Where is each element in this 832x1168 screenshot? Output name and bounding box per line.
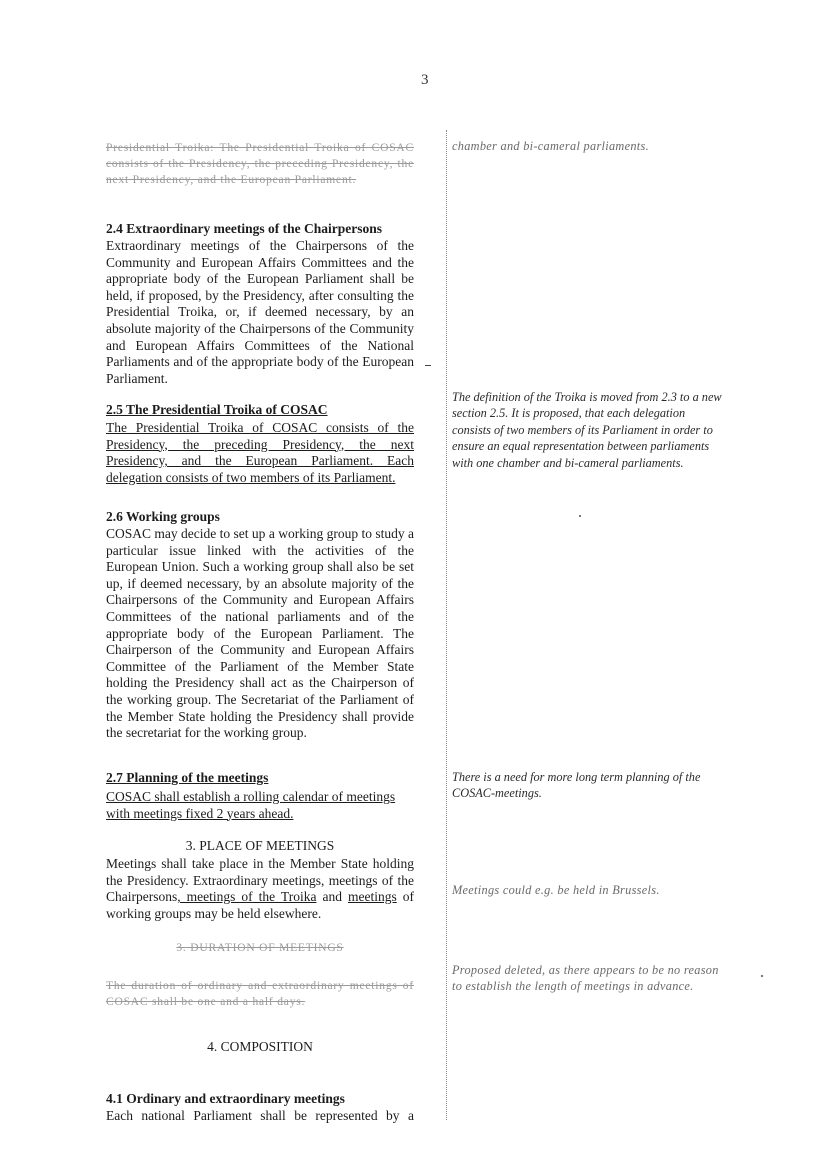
section-4-1-heading: 4.1 Ordinary and extraordinary meetings	[106, 1091, 345, 1106]
note-troika-moved: The definition of the Troika is moved from 2.3 to a new section 2.5. It is proposed, that each delegation consists of two members of its Parliament in order to ensure an equal representation between parliaments with one chamber and bi-cameral parliaments.	[452, 390, 722, 470]
section-3-place-heading: 3. PLACE OF MEETINGS	[185, 838, 335, 853]
section-4-heading: 4. COMPOSITION	[207, 1039, 313, 1054]
speck	[761, 975, 763, 977]
section-2-4-heading: 2.4 Extraordinary meetings of the Chairpersons	[106, 221, 382, 236]
place-text-and: and	[316, 889, 348, 905]
section-2-5-heading: 2.5 The Presidential Troika of COSAC	[106, 402, 328, 417]
change-marker	[425, 365, 431, 366]
note-place: Meetings could e.g. be held in Brussels.	[452, 883, 660, 897]
note-deleted: Proposed deleted, as there appears to be no reason to establish the length of meetings in advance.	[452, 963, 719, 994]
note-bicameral: chamber and bi-cameral parliaments.	[452, 139, 649, 153]
section-2-7-text: COSAC shall establish a rolling calendar of meetings with meetings fixed 2 years ahead.	[106, 789, 396, 821]
speck	[579, 515, 581, 517]
page-number: 3	[421, 72, 429, 88]
place-text-a: Meetings shall take place in the Member State holding the Presidency. Extraordinary meetings, meetings of the Chairpersons	[106, 856, 414, 905]
deleted-duration-heading: 3. DURATION OF MEETINGS	[176, 942, 344, 954]
place-text-meetings: meetings	[347, 889, 397, 905]
place-text-e: of working groups may be held elsewhere.	[106, 889, 414, 921]
column-divider	[446, 130, 447, 1120]
section-2-5-text: The Presidential Troika of COSAC consists of the Presidency, the preceding Presidency, the next Presidency, and the European Parliament. Each delegation consists of two members of its Parliament.	[106, 420, 414, 485]
deleted-troika-definition: Presidential Troika: The Presidential Troika of COSAC consists of the Presidency, the preceding Presidency, the next Presidency, and the European Parliament.	[106, 142, 414, 186]
section-3-place-text	[106, 856, 414, 922]
section-2-6-text: COSAC may decide to set up a working group to study a particular issue linked with the activities of the European Union. Such a working group shall also be set up, if deemed necessary, by an absolute majority of the Chairpersons of the Community and European Affairs Committees of the national parliaments and of the appropriate body of the European Parliament. The Chairperson of the Community and European Affairs Committee of the Parliament of the Member State holding the Presidency shall act as the Chairperson of the working group. The Secretariat of the Parliament of the Member State holding the Presidency shall provide the secretariat for the working group.	[106, 526, 414, 741]
section-2-7-heading: 2.7 Planning of the meetings	[106, 770, 269, 785]
section-4-1-text: Each national Parliament shall be represented by a	[106, 1108, 414, 1123]
deleted-duration-text: The duration of ordinary and extraordinary meetings of COSAC shall be one and a half days.	[106, 980, 414, 1008]
section-2-6-heading: 2.6 Working groups	[106, 509, 220, 524]
place-text-troika: , meetings of the Troika	[177, 889, 317, 905]
section-2-4-text: Extraordinary meetings of the Chairpersons of the Community and European Affairs Committees and the appropriate body of the European Parliament shall be held, if proposed, by the Presidency, after consulting the Presidential Troika, or, if deemed necessary, by an absolute majority of the Chairpersons of the Community and European Affairs Committees of the National Parliaments and of the appropriate body of the European Parliament.	[106, 238, 414, 386]
note-planning: There is a need for more long term planning of the COSAC-meetings.	[452, 770, 701, 801]
